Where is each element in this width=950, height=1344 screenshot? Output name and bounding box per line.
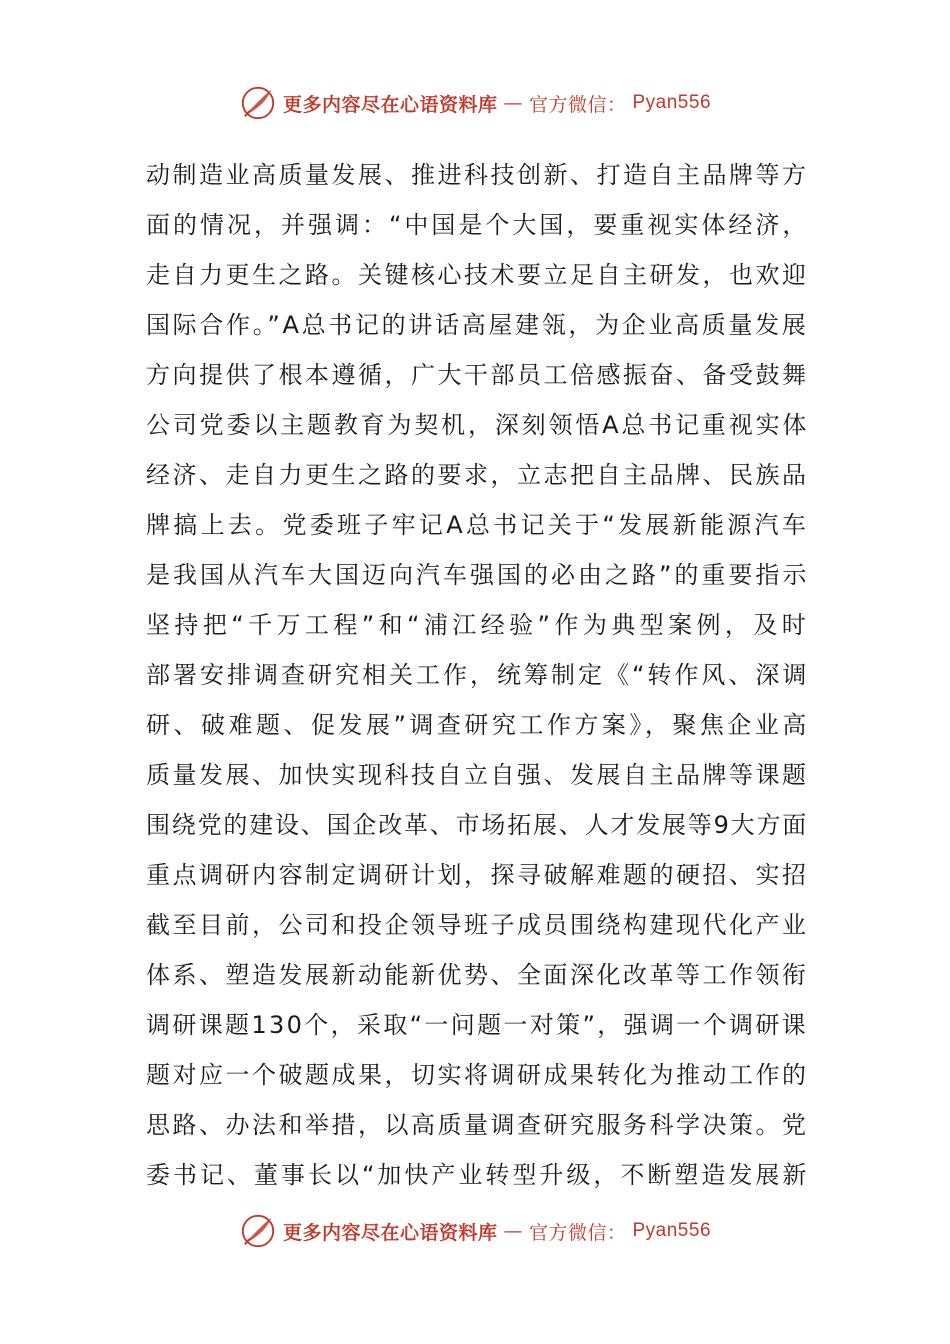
watermark-main-text: 更多内容尽在心语资料库 [282,1221,498,1244]
text-line: 坚持把“千万工程”和“浦江经验”作为典型案例，及时 [146,611,811,639]
footer-watermark [0,1212,950,1250]
watermark-separator: — [503,1220,523,1242]
watermark-wechat-label: 官方微信： [528,93,627,116]
feather-pen-logo-icon [239,84,277,122]
text-line: 经济、走自力更生之路的要求，立志把自主品牌、民族品 [146,461,809,489]
watermark-separator: — [503,92,523,114]
text-line: 围绕党的建设、国企改革、市场拓展、人才发展等9大方面 [146,811,809,839]
text-line: 牌搞上去。党委班子牢记A总书记关于“发展新能源汽车 [146,511,810,539]
watermark-wechat-id: Pyan556 [632,92,712,113]
text-line: 委书记、董事长以“加快产业转型升级，不断塑造发展新 [146,1161,810,1189]
text-line: 思路、办法和举措，以高质量调查研究服务科学决策。党 [146,1111,809,1139]
text-line: 体系、塑造发展新动能新优势、全面深化改革等工作领衔 [146,961,809,989]
text-line: 调研课题130个，采取“一问题一对策”，强调一个调研课 [146,1011,809,1039]
text-line: 研、破难题、促发展”调查研究工作方案》，聚焦企业高 [146,711,810,739]
text-line: 质量发展、加快实现科技自立自强、发展自主品牌等课题 [146,761,809,789]
document-body [146,150,811,1200]
text-line: 面的情况，并强调：“中国是个大国，要重视实体经济， [146,211,810,239]
text-line: 重点调研内容制定调研计划，探寻破解难题的硬招、实招 [146,861,809,889]
text-line: 是我国从汽车大国迈向汽车强国的必由之路”的重要指示 [146,561,810,589]
text-line: 部署安排调查研究相关工作，统筹制定《“转作风、深调 [146,661,810,689]
text-line: 国际合作。”A总书记的讲话高屋建瓴，为企业高质量发展 [146,311,809,339]
watermark-wechat-id: Pyan556 [632,1220,712,1241]
text-line: 动制造业高质量发展、推进科技创新、打造自主品牌等方 [146,161,809,189]
text-line: 题对应一个破题成果，切实将调研成果转化为推动工作的 [146,1061,809,1089]
watermark-main-text: 更多内容尽在心语资料库 [282,93,498,116]
text-line: 方向提供了根本遵循，广大干部员工倍感振奋、备受鼓舞 [146,361,809,389]
text-line: 公司党委以主题教育为契机，深刻领悟A总书记重视实体 [146,411,810,439]
text-line: 截至目前，公司和投企领导班子成员围绕构建现代化产业 [146,911,809,939]
text-line: 走自力更生之路。关键核心技术要立足自主研发，也欢迎 [146,261,809,289]
header-watermark [0,84,950,122]
feather-pen-logo-icon [239,1212,277,1250]
watermark-wechat-label: 官方微信： [528,1221,627,1244]
